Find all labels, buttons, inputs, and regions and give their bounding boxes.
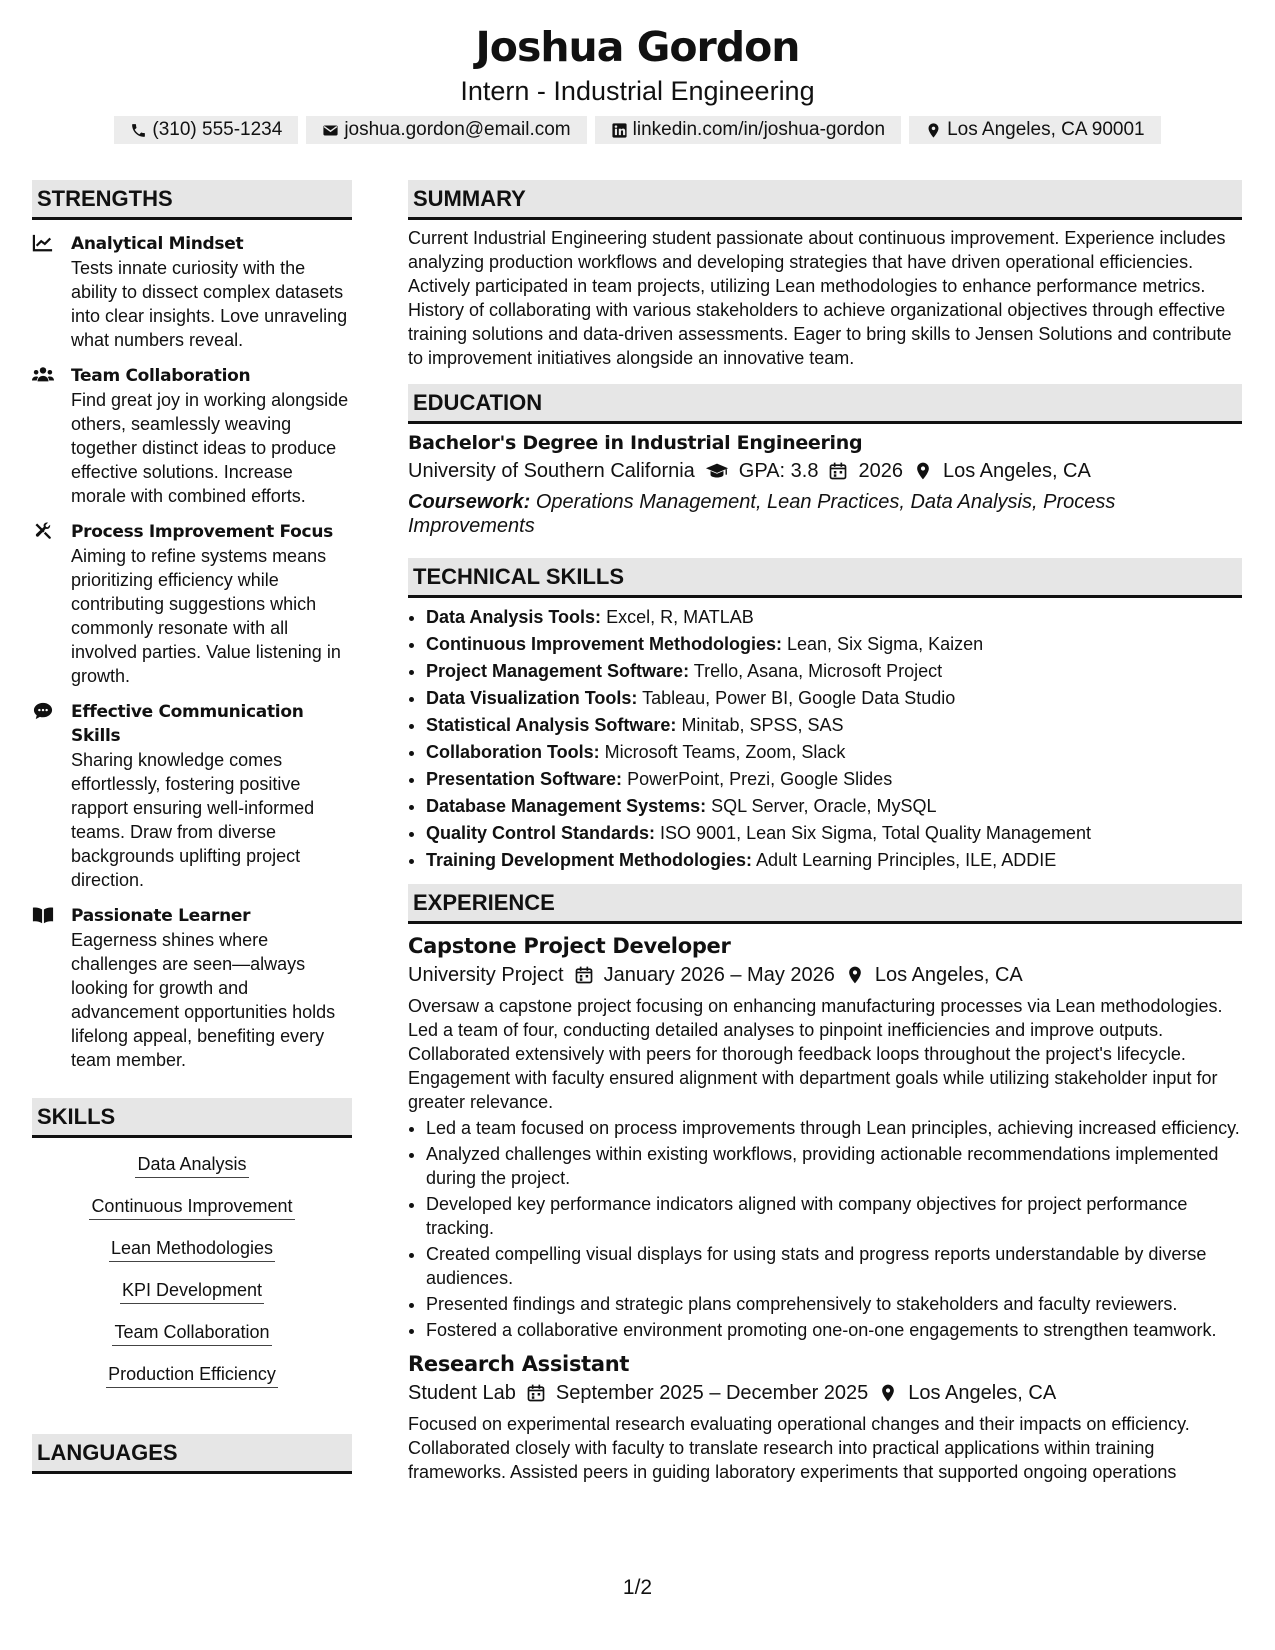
experience-entry <box>408 932 1242 1342</box>
experience-entry <box>408 1350 1242 1484</box>
list-item: • Developed key performance indicators aligned with company objectives for project performance tracking. <box>426 1192 1242 1240</box>
list-item: • Analyzed challenges within existing workflows, providing actionable recommendations implemented during the project. <box>426 1142 1242 1190</box>
contact-email[interactable] <box>306 116 586 144</box>
strength-item <box>32 904 352 1072</box>
linkedin-icon <box>611 122 628 139</box>
list-item: • Created compelling visual displays for using stats and progress reports understandable by diverse audiences. <box>426 1242 1242 1290</box>
tech-skill-label: Presentation Software: <box>426 769 623 789</box>
job-summary: Oversaw a capstone project focusing on enhancing manufacturing processes via Lean methodologies. Led a team of four, conducting detailed analyses to pinpoint inefficiencies and improve outputs. Collaborated extensively with peers for thorough feedback loops throughout the project's lifecycle. Engagement with faculty ensured alignment with department goals while utilizing stakeholder input for greater relevance. <box>408 996 1223 1112</box>
right-column <box>408 180 1242 1484</box>
job-bullets <box>408 1116 1242 1342</box>
strength-desc: Find great joy in working alongside others, seamlessly weaving together distinct ideas to produce effective solutions. Increase morale with combined efforts. <box>71 390 349 506</box>
strength-desc: Sharing knowledge comes effortlessly, fostering positive rapport ensuring well-informed teams. Draw from diverse backgrounds uplifting project direction. <box>71 750 315 890</box>
open-book-icon <box>32 905 54 925</box>
summary-heading: SUMMARY <box>408 180 1242 220</box>
education-location: Los Angeles, CA <box>942 460 1091 482</box>
job-org: University Project <box>408 964 564 986</box>
phone-icon <box>130 122 147 139</box>
strength-item <box>32 364 352 508</box>
tech-skill-label: Collaboration Tools: <box>426 742 600 762</box>
strength-title: Effective Communication Skills <box>71 702 304 746</box>
calendar-icon <box>828 461 848 481</box>
job-dates: January 2026 – May 2026 <box>603 964 835 986</box>
contact-linkedin[interactable] <box>595 116 901 144</box>
job-location: Los Angeles, CA <box>874 964 1023 986</box>
contact-bar <box>0 116 1275 144</box>
strengths-heading: STRENGTHS <box>32 180 352 220</box>
summary-text: Current Industrial Engineering student passionate about continuous improvement. Experience includes analyzing production workflows and developing strategies that have driven operational efficiencies. Actively participated in team projects, utilizing Lean methodologies to enhance performance metrics. History of collaborating with various stakeholders to achieve organizational objectives through effective training solutions and data-driven assessments. Eager to bring skills to Jensen Solutions and contribute to improvement initiatives alongside an innovative team. <box>408 228 1232 368</box>
tech-skill-value: Lean, Six Sigma, Kaizen <box>787 634 984 654</box>
contact-email-text: joshua.gordon@email.com <box>344 119 571 140</box>
education-meta <box>408 456 1242 486</box>
list-item <box>426 739 1242 766</box>
tech-skill-label: Data Visualization Tools: <box>426 688 638 708</box>
page-number: 1/2 <box>622 1576 653 1599</box>
strength-title: Passionate Learner <box>71 906 251 926</box>
strength-title: Analytical Mindset <box>71 234 244 254</box>
job-dates: September 2025 – December 2025 <box>555 1382 869 1404</box>
map-pin-icon <box>925 122 942 139</box>
users-icon <box>32 365 54 385</box>
list-item: • Fostered a collaborative environment promoting one-on-one engagements to strengthen teamwork. <box>426 1318 1242 1342</box>
resume-header <box>0 22 1275 144</box>
strength-title: Team Collaboration <box>71 366 251 386</box>
skill-tag: Production Efficiency <box>106 1362 278 1388</box>
left-column <box>32 180 352 1474</box>
list-item: • Led a team focused on process improvements through Lean principles, achieving increased efficiency. <box>426 1116 1242 1140</box>
tech-skill-value: Excel, R, MATLAB <box>606 607 754 627</box>
tech-skill-value: Tableau, Power BI, Google Data Studio <box>642 688 956 708</box>
tech-skill-label: Database Management Systems: <box>426 796 707 816</box>
strength-desc: Aiming to refine systems means prioritizing efficiency while contributing suggestions which commonly resonate with all involved parties. Value listening in growth. <box>71 546 341 686</box>
map-pin-icon <box>878 1383 898 1403</box>
experience-heading: EXPERIENCE <box>408 884 1242 924</box>
map-pin-icon <box>845 965 865 985</box>
list-item <box>426 847 1242 874</box>
contact-phone-text: (310) 555-1234 <box>152 119 283 140</box>
skills-list <box>32 1144 352 1396</box>
job-location: Los Angeles, CA <box>908 1382 1057 1404</box>
education-year: 2026 <box>858 460 903 482</box>
coursework-label: Coursework: <box>408 491 531 513</box>
strength-item <box>32 700 352 892</box>
list-item <box>426 766 1242 793</box>
skill-tag: Lean Methodologies <box>109 1236 275 1262</box>
calendar-icon <box>574 965 594 985</box>
strength-title: Process Improvement Focus <box>71 522 333 542</box>
contact-linkedin-text: linkedin.com/in/joshua-gordon <box>632 119 886 140</box>
list-item <box>426 658 1242 685</box>
job-meta <box>408 1378 1242 1408</box>
skill-tag: Team Collaboration <box>112 1320 271 1346</box>
skill-tag: KPI Development <box>120 1278 264 1304</box>
tech-skill-label: Statistical Analysis Software: <box>426 715 677 735</box>
job-title: Research Assistant <box>408 1352 630 1376</box>
tech-skill-value: Trello, Asana, Microsoft Project <box>693 661 943 681</box>
tech-skill-value: PowerPoint, Prezi, Google Slides <box>627 769 893 789</box>
list-item: • Presented findings and strategic plans comprehensively to stakeholders and faculty reviewers. <box>426 1292 1242 1316</box>
contact-phone[interactable] <box>114 116 298 144</box>
skill-tag: Continuous Improvement <box>89 1194 294 1220</box>
list-item <box>426 712 1242 739</box>
coursework-text: Operations Management, Lean Practices, Data Analysis, Process Improvements <box>408 491 1116 537</box>
education-degree: Bachelor's Degree in Industrial Engineering <box>408 432 863 454</box>
technical-skills-heading: TECHNICAL SKILLS <box>408 558 1242 598</box>
strength-item <box>32 232 352 352</box>
education-school: University of Southern California <box>408 460 695 482</box>
education-heading: EDUCATION <box>408 384 1242 424</box>
list-item <box>426 604 1242 631</box>
list-item <box>426 820 1242 847</box>
job-title: Capstone Project Developer <box>408 934 731 958</box>
contact-location-text: Los Angeles, CA 90001 <box>947 119 1145 140</box>
chart-line-icon <box>32 233 54 253</box>
strength-item <box>32 520 352 688</box>
technical-skills-list <box>408 604 1242 874</box>
languages-heading: LANGUAGES <box>32 1434 352 1474</box>
job-org: Student Lab <box>408 1382 516 1404</box>
skills-heading: SKILLS <box>32 1098 352 1138</box>
tech-skill-label: Continuous Improvement Methodologies: <box>426 634 782 654</box>
list-item <box>426 793 1242 820</box>
calendar-icon <box>526 1383 546 1403</box>
tech-skill-label: Project Management Software: <box>426 661 690 681</box>
education-gpa: GPA: 3.8 <box>738 460 819 482</box>
job-meta <box>408 960 1242 990</box>
graduation-cap-icon <box>705 461 729 481</box>
tech-skill-value: SQL Server, Oracle, MySQL <box>711 796 937 816</box>
tech-skill-label: Data Analysis Tools: <box>426 607 602 627</box>
envelope-icon <box>322 122 339 139</box>
strength-desc: Tests innate curiosity with the ability to dissect complex datasets into clear insights. Love unraveling what numbers reveal. <box>71 258 348 350</box>
list-item <box>426 685 1242 712</box>
tech-skill-value: Adult Learning Principles, ILE, ADDIE <box>756 850 1057 870</box>
tech-skill-value: Minitab, SPSS, SAS <box>681 715 844 735</box>
map-pin-icon <box>913 461 933 481</box>
candidate-name: Joshua Gordon <box>475 23 800 71</box>
education-coursework <box>408 490 1242 538</box>
candidate-title: Intern - Industrial Engineering <box>460 76 815 106</box>
skill-tag: Data Analysis <box>135 1152 248 1178</box>
speech-bubble-icon <box>32 701 54 721</box>
tools-icon <box>32 521 54 541</box>
tech-skill-label: Quality Control Standards: <box>426 823 656 843</box>
tech-skill-label: Training Development Methodologies: <box>426 850 753 870</box>
strength-desc: Eagerness shines where challenges are seen—always looking for growth and advancement opportunities holds lifelong appeal, benefiting every team member. <box>71 930 336 1070</box>
list-item <box>426 631 1242 658</box>
tech-skill-value: ISO 9001, Lean Six Sigma, Total Quality Management <box>660 823 1091 843</box>
contact-location <box>909 116 1161 144</box>
job-summary: Focused on experimental research evaluating operational changes and their impacts on efficiency. Collaborated closely with faculty to translate research into practical applications within training frameworks. Assisted peers in guiding laboratory experiments that supported ongoing operations <box>408 1414 1190 1482</box>
tech-skill-value: Microsoft Teams, Zoom, Slack <box>604 742 846 762</box>
